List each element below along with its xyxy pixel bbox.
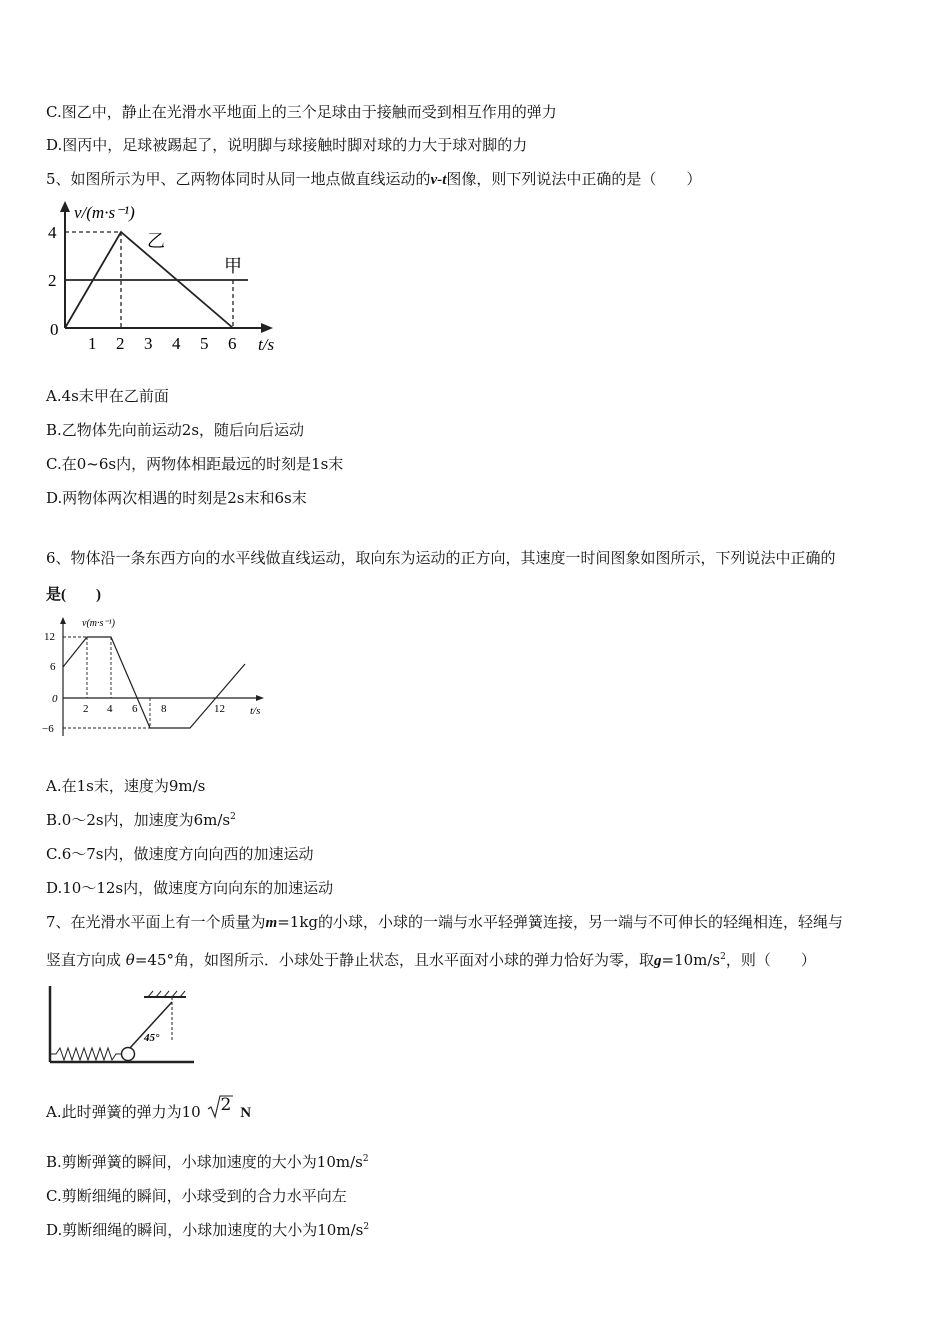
q7-stem-text: 7、在光滑水平面上有一个质量为 bbox=[46, 913, 266, 931]
q5-stem-text: 5、如图所示为甲、乙两物体同时从同一地点做直线运动的 bbox=[46, 170, 431, 188]
q7-stem-text-3: 竖直方向成 bbox=[46, 951, 122, 969]
sqrt-symbol bbox=[207, 1094, 233, 1120]
q7-option-a bbox=[46, 1095, 252, 1130]
q5-stem-text-2: 图像，则下列说法中正确的是（ ） bbox=[446, 170, 702, 188]
q5-label-jia: 甲 bbox=[224, 256, 242, 276]
q7-spring-figure bbox=[44, 982, 199, 1067]
q7-stem-line-1 bbox=[46, 912, 843, 933]
q7-option-a-radicand: 2 bbox=[220, 1095, 232, 1115]
q6-ytick-12: 12 bbox=[44, 631, 55, 643]
q5-option-c: C.在0~6s内，两物体相距最远的时刻是1s末 bbox=[46, 455, 344, 473]
q5-ytick-4: 4 bbox=[48, 223, 57, 242]
q5-xtick-6: 6 bbox=[228, 334, 237, 353]
q7-option-c: C.剪断细绳的瞬间，小球受到的合力水平向左 bbox=[46, 1187, 347, 1205]
q5-xtick-5: 5 bbox=[200, 334, 209, 353]
q7-stem-g: g bbox=[654, 953, 662, 969]
q6-stem-line-1: 6、物体沿一条东西方向的水平线做直线运动，取向东为运动的正方向，其速度一时间图象如图所示，下列说法中正确的 bbox=[46, 549, 836, 567]
q6-xtick-6: 6 bbox=[132, 703, 138, 715]
q6-xtick-2: 2 bbox=[83, 703, 89, 715]
q4-option-d: D.图丙中，足球被踢起了，说明脚与球接触时脚对球的力大于球对脚的力 bbox=[46, 136, 528, 154]
q7-stem-text-2: =1kg的小球，小球的一端与水平轻弹簧连接，另一端与不可伸长的轻绳相连，轻绳与 bbox=[277, 913, 844, 931]
q5-ytick-0: 0 bbox=[50, 320, 59, 339]
q7-stem-text-5: =10m/s bbox=[661, 951, 721, 969]
q7-option-d bbox=[46, 1220, 369, 1240]
q6-option-d: D.10～12s内，做速度方向向东的加速运动 bbox=[46, 879, 334, 897]
q5-xtick-2: 2 bbox=[116, 334, 125, 353]
q7-angle-label: 45° bbox=[144, 1032, 160, 1044]
q5-label-yi: 乙 bbox=[147, 231, 165, 251]
q6-option-a: A.在1s末，速度为9m/s bbox=[46, 777, 206, 795]
q6-option-b-sup: 2 bbox=[230, 812, 236, 822]
q7-stem-sup: 2 bbox=[720, 952, 726, 962]
q7-stem-line-2 bbox=[46, 950, 816, 971]
q7-option-b-text: B.剪断弹簧的瞬间，小球加速度的大小为10m/s bbox=[46, 1153, 363, 1171]
q5-stem bbox=[46, 169, 701, 190]
q6-ytick-neg6: −6 bbox=[42, 723, 54, 735]
q7-stem-theta: θ bbox=[125, 951, 135, 969]
q6-xtick-8: 8 bbox=[161, 703, 167, 715]
q5-graph-ylabel: v/(m·s⁻¹) bbox=[74, 203, 135, 222]
q6-option-b bbox=[46, 810, 236, 830]
q5-xtick-4: 4 bbox=[172, 334, 181, 353]
q6-graph-ylabel: v(m·s⁻¹) bbox=[82, 618, 115, 629]
q6-vt-graph bbox=[40, 614, 270, 744]
q7-option-d-sup: 2 bbox=[363, 1222, 370, 1232]
q6-graph-xlabel: t/s bbox=[250, 705, 261, 717]
q7-stem-text-4: =45°角，如图所示．小球处于静止状态，且水平面对小球的弹力恰好为零，取 bbox=[134, 951, 654, 969]
q7-option-b bbox=[46, 1152, 369, 1172]
q5-ytick-2: 2 bbox=[48, 271, 57, 290]
q5-xtick-1: 1 bbox=[88, 334, 97, 353]
q5-option-d: D.两物体两次相遇的时刻是2s末和6s末 bbox=[46, 489, 307, 507]
q6-ytick-6: 6 bbox=[50, 661, 56, 673]
q6-option-b-text: B.0～2s内，加速度为6m/s bbox=[46, 811, 231, 829]
q7-stem-text-6: ，则（ ） bbox=[725, 951, 816, 969]
q5-xtick-3: 3 bbox=[144, 334, 153, 353]
q5-vt-graph bbox=[40, 195, 300, 360]
q7-option-d-text: D.剪断细绳的瞬间，小球加速度的大小为10m/s bbox=[46, 1221, 364, 1239]
q5-graph-xlabel: t/s bbox=[258, 335, 275, 354]
q4-option-c: C.图乙中，静止在光滑水平地面上的三个足球由于接触而受到相互作用的弹力 bbox=[46, 103, 557, 121]
q6-xtick-4: 4 bbox=[107, 703, 113, 715]
q7-stem-m: m bbox=[265, 915, 278, 931]
q5-stem-vt: v-t bbox=[430, 172, 447, 188]
q5-option-b: B.乙物体先向前运动2s，随后向后运动 bbox=[46, 421, 305, 439]
q5-option-a: A.4s末甲在乙前面 bbox=[46, 387, 169, 405]
q7-option-a-unit: N bbox=[240, 1105, 252, 1121]
q6-stem-line-2: 是( ) bbox=[46, 587, 101, 603]
q7-option-a-text: A.此时弹簧的弹力为10 bbox=[46, 1103, 201, 1121]
q6-xtick-12: 12 bbox=[214, 703, 225, 715]
q6-ytick-0: 0 bbox=[52, 693, 58, 705]
q7-option-b-sup: 2 bbox=[362, 1154, 369, 1164]
q6-option-c: C.6～7s内，做速度方向向西的加速运动 bbox=[46, 845, 314, 863]
